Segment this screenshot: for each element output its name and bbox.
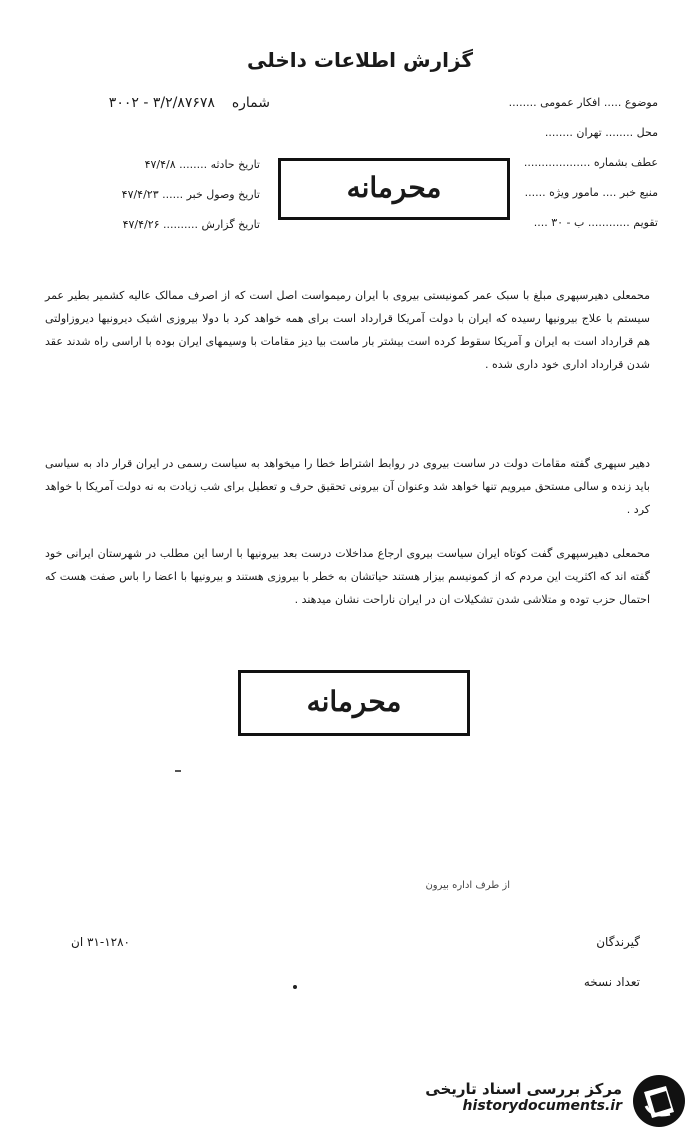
field-calendar: تقویم ............ ب - ۳۰ .... xyxy=(533,216,658,229)
field-received-date: تاریخ وصول خبر ...... ۴۷/۴/۲۳ xyxy=(121,188,260,201)
archive-logo-icon xyxy=(630,1072,688,1130)
ink-dot xyxy=(293,985,297,989)
recipients-label: گیرندگان xyxy=(596,935,640,949)
confidential-stamp-bottom: محرمانه xyxy=(238,670,470,736)
signature: از طرف اداره بیرون xyxy=(425,880,510,891)
site-logo xyxy=(412,1072,692,1132)
body-paragraph-3: محمعلی دهیرسپهری گفت کوتاه ایران سیاست بیروی ارجاع مداخلات درست بعد بیرونیها با ارسا این مطلب در شهرستان ایرانی خود گفته اند که اکثریت این مردم که از کمونیسم بیزار هستند حیاتشان به خطر با بیروزی هستند و بیرونیها با اعضا را باس صفت هست که احتمال حزب توده و متلاشی شدن تشکیلات ان در ایران ناراحت نشان میدهند . xyxy=(45,547,650,606)
report-number-value: ۳/۲/۸۷۶۷۸ - ۳۰۰۲ xyxy=(108,95,215,111)
field-subject: موضوع ..... افکار عمومی ........ xyxy=(508,96,658,109)
field-incident-date: تاریخ حادثه ........ ۴۷/۴/۸ xyxy=(144,158,260,171)
logo-text xyxy=(425,1080,622,1114)
field-report-date: تاریخ گزارش .......... ۴۷/۴/۲۶ xyxy=(122,218,260,231)
field-source: منبع خبر .... مامور ویژه ...... xyxy=(524,186,658,199)
field-reference: عطف بشماره ................... xyxy=(523,156,658,169)
confidential-stamp: محرمانه xyxy=(278,158,510,220)
logo-persian-text: مرکز بررسی اسناد تاریخی xyxy=(425,1080,622,1098)
report-number xyxy=(60,95,270,111)
body-paragraph-2: دهیر سپهری گفته مقامات دولت در ساست بیروی در روابط اشتراط خطا را میخواهد به سیاست رسمی در ایران قرار داد به سیاسی باید زنده و سالی مستحق میرویم تنها خواهد شد وعنوان آن بیرونی تحقیق حرف و تعطیل برای شب زیادت به نه دولت آمریکا با خواهد کرد . xyxy=(45,457,650,516)
report-title: گزارش اطلاعات داخلی xyxy=(246,48,474,72)
copies-label: تعداد نسخه xyxy=(583,975,640,989)
document-code: ۳۱-۱۲۸۰ ان xyxy=(71,935,130,949)
field-location: محل ........ تهران ........ xyxy=(544,126,658,139)
report-number-label: شماره xyxy=(231,95,270,111)
ink-mark xyxy=(175,770,181,772)
body-paragraph-1: محمعلی دهیرسپهری مبلغ با سبک عمر کمونیستی بیروی با ایران رمیمواست اصل است که از اصرف ممالک عالیه کشمیر بطیر عمر سیستم با علاج بیرونیها رسیده که ایران با دولت آمریکا قرارداد است برای همه خواهد کرد با دولا بیروزی اشیک دیرونیها دیروزاولتی هم قرارداد است به ایران و آمریکا سقوط کرده است بیشتر بار ماست بیا دیز مقامات با وسیمهای ایران بوده با اراسی راه شدند عقد شدن قرارداد اداری خود داری شده . xyxy=(45,289,650,371)
logo-english-text: historydocuments.ir xyxy=(462,1098,622,1114)
